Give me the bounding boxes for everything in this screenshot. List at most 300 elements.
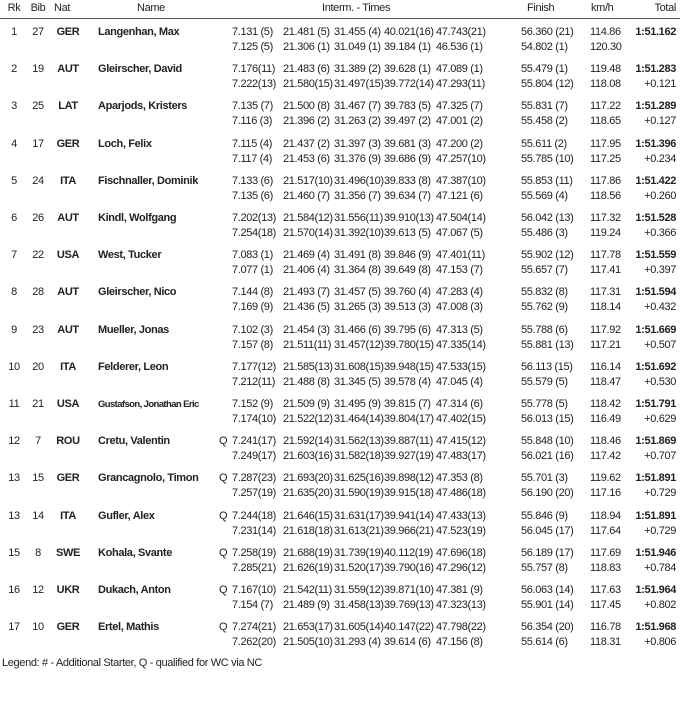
nation: GER xyxy=(56,472,80,485)
run2-interm-1: 7.285(21) xyxy=(232,561,276,574)
run1-interm-2: 21.584(12) xyxy=(283,212,333,224)
run2-interm-3: 31.364 (8) xyxy=(334,264,381,277)
run2-interm-5: 47.483(17) xyxy=(436,450,486,463)
run2-speed: 117.42 xyxy=(590,450,621,463)
run1-interm-2: 21.592(14) xyxy=(283,435,333,448)
table-row xyxy=(0,286,680,320)
bib: 21 xyxy=(32,398,44,410)
run2-interm-2: 21.580(15) xyxy=(283,78,333,91)
qualified-flag: Q xyxy=(219,435,228,448)
run1-interm-4: 39.898(12) xyxy=(384,472,434,485)
run2-interm-2: 21.505(10) xyxy=(283,636,333,649)
run2-interm-4: 39.780(15) xyxy=(384,338,434,351)
run1-interm-3: 31.491 (8) xyxy=(334,249,381,262)
run2-finish: 55.579 (5) xyxy=(521,375,568,388)
run1-interm-4: 40.147(22) xyxy=(384,621,434,634)
run2-finish: 55.762 (9) xyxy=(521,301,568,314)
run1-finish: 55.853 (11) xyxy=(521,174,573,187)
rank: 7 xyxy=(11,249,17,262)
run1-interm-4: 39.846 (9) xyxy=(384,249,431,262)
athlete-name: Gufler, Alex xyxy=(98,509,155,522)
nation: GER xyxy=(56,26,80,38)
run2-speed: 117.45 xyxy=(590,599,621,611)
time-difference: +0.366 xyxy=(644,227,676,239)
table-row xyxy=(0,212,680,246)
run2-interm-3: 31.613(21) xyxy=(334,524,384,537)
nation: GER xyxy=(56,137,80,150)
rank: 11 xyxy=(8,398,20,410)
run2-interm-3: 31.356 (7) xyxy=(334,189,381,202)
run1-interm-5: 47.401(11) xyxy=(436,249,485,262)
run1-interm-5: 47.353 (8) xyxy=(436,472,483,485)
run2-finish: 55.614 (6) xyxy=(521,636,568,649)
run1-interm-1: 7.131 (5) xyxy=(232,26,273,38)
run2-interm-3: 31.049 (1) xyxy=(334,41,381,53)
athlete-name: Felderer, Leon xyxy=(98,360,169,373)
run2-interm-1: 7.135 (6) xyxy=(232,189,273,202)
run1-finish: 56.354 (20) xyxy=(521,621,574,634)
run1-finish: 55.778 (5) xyxy=(521,398,568,410)
run1-interm-5: 47.381 (9) xyxy=(436,584,483,596)
rank: 9 xyxy=(11,323,17,336)
run2-finish: 56.190 (20) xyxy=(521,487,574,500)
bib: 23 xyxy=(32,323,44,336)
run2-interm-3: 31.376 (9) xyxy=(334,152,381,165)
run2-interm-2: 21.306 (1) xyxy=(283,41,330,53)
bib: 27 xyxy=(32,26,44,38)
run1-interm-3: 31.559(12) xyxy=(334,584,384,596)
run1-speed: 116.14 xyxy=(590,360,621,373)
run1-finish: 55.832 (8) xyxy=(521,286,568,299)
run1-speed: 117.95 xyxy=(590,137,621,150)
run2-finish: 55.757 (8) xyxy=(521,561,568,574)
rank: 15 xyxy=(8,546,20,559)
run2-interm-5: 47.523(19) xyxy=(436,524,486,537)
run2-interm-3: 31.458(13) xyxy=(334,599,384,611)
run1-interm-1: 7.274(21) xyxy=(232,621,276,634)
run1-interm-5: 47.325 (7) xyxy=(436,100,483,113)
total-time: 1:51.692 xyxy=(635,360,676,373)
run1-interm-1: 7.177(12) xyxy=(232,360,276,373)
run1-interm-2: 21.653(17) xyxy=(283,621,333,634)
bib: 12 xyxy=(32,584,44,596)
run2-interm-3: 31.520(17) xyxy=(334,561,384,574)
run2-interm-1: 7.125 (5) xyxy=(232,41,273,53)
run1-speed: 119.48 xyxy=(590,63,621,76)
run2-interm-2: 21.618(18) xyxy=(283,524,333,537)
bib: 19 xyxy=(32,63,44,76)
run2-interm-2: 21.522(12) xyxy=(283,413,333,425)
run1-interm-4: 39.833 (8) xyxy=(384,174,431,187)
total-time: 1:51.891 xyxy=(635,509,676,522)
run1-interm-3: 31.608(15) xyxy=(334,360,384,373)
run1-interm-3: 31.605(14) xyxy=(334,621,384,634)
run2-interm-1: 7.117 (4) xyxy=(232,152,273,165)
run2-speed: 117.64 xyxy=(590,524,621,537)
nation: GER xyxy=(56,621,80,634)
run1-interm-5: 47.415(12) xyxy=(436,435,486,448)
run1-interm-5: 47.504(14) xyxy=(436,212,486,224)
bib: 7 xyxy=(35,435,41,448)
bib: 28 xyxy=(32,286,44,299)
run2-interm-4: 39.915(18) xyxy=(384,487,434,500)
run1-interm-3: 31.625(16) xyxy=(334,472,384,485)
run1-speed: 119.62 xyxy=(590,472,621,485)
run2-finish: 55.901 (14) xyxy=(521,599,574,611)
run2-interm-4: 39.769(13) xyxy=(384,599,434,611)
header-kmh: km/h xyxy=(591,2,614,14)
athlete-name: Langenhan, Max xyxy=(98,26,180,38)
athlete-name: Mueller, Jonas xyxy=(98,323,169,336)
run2-interm-2: 21.406 (4) xyxy=(283,264,330,277)
total-time: 1:51.964 xyxy=(635,584,676,596)
run1-interm-2: 21.585(13) xyxy=(283,360,333,373)
table-row xyxy=(0,398,680,432)
run2-interm-2: 21.396 (2) xyxy=(283,115,330,128)
run2-interm-1: 7.222(13) xyxy=(232,78,276,91)
run1-interm-4: 39.910(13) xyxy=(384,212,434,224)
run2-speed: 116.49 xyxy=(590,413,621,425)
run1-finish: 55.846 (9) xyxy=(521,509,568,522)
header-nat: Nat xyxy=(54,2,71,14)
bib: 15 xyxy=(32,472,44,485)
run1-interm-1: 7.144 (8) xyxy=(232,286,273,299)
run2-interm-1: 7.231(14) xyxy=(232,524,276,537)
run2-interm-5: 47.156 (8) xyxy=(436,636,483,649)
run1-interm-4: 39.795 (6) xyxy=(384,323,431,336)
run2-interm-2: 21.453 (6) xyxy=(283,152,330,165)
time-difference: +0.729 xyxy=(644,487,676,500)
run2-interm-5: 47.257(10) xyxy=(436,152,486,165)
run1-interm-4: 39.948(15) xyxy=(384,360,434,373)
run2-interm-3: 31.265 (3) xyxy=(334,301,381,314)
rank: 13 xyxy=(8,472,20,485)
athlete-name: Loch, Felix xyxy=(98,137,152,150)
run2-interm-4: 39.614 (6) xyxy=(384,636,431,649)
run1-interm-3: 31.455 (4) xyxy=(334,26,381,38)
athlete-name: Gustafson, Jonathan Eric xyxy=(98,399,199,410)
bib: 10 xyxy=(32,621,44,634)
run1-finish: 55.848 (10) xyxy=(521,435,574,448)
run1-interm-2: 21.481 (5) xyxy=(283,26,330,38)
run1-interm-4: 39.887(11) xyxy=(384,435,433,448)
rank: 13 xyxy=(8,509,20,522)
run1-interm-5: 47.798(22) xyxy=(436,621,486,634)
run2-interm-1: 7.116 (3) xyxy=(232,115,273,128)
run2-finish: 55.569 (4) xyxy=(521,189,568,202)
run2-interm-4: 39.790(16) xyxy=(384,561,434,574)
header-total: Total xyxy=(654,2,676,14)
run2-interm-2: 21.489 (9) xyxy=(283,599,330,611)
run2-interm-4: 39.613 (5) xyxy=(384,227,431,239)
run2-interm-4: 39.927(19) xyxy=(384,450,434,463)
rank: 17 xyxy=(8,621,20,634)
qualified-flag: Q xyxy=(219,472,228,485)
bib: 22 xyxy=(32,249,44,262)
total-time: 1:51.422 xyxy=(635,174,676,187)
bib: 26 xyxy=(32,212,44,224)
time-difference: +0.127 xyxy=(644,115,676,128)
total-time: 1:51.559 xyxy=(635,249,676,262)
run2-interm-1: 7.212(11) xyxy=(232,375,276,388)
run1-interm-1: 7.133 (6) xyxy=(232,174,273,187)
run2-speed: 120.30 xyxy=(590,41,622,53)
run2-interm-1: 7.174(10) xyxy=(232,413,276,425)
run2-interm-3: 31.293 (4) xyxy=(334,636,381,649)
athlete-name: Kohala, Svante xyxy=(98,546,172,559)
table-header xyxy=(0,0,680,19)
nation: SWE xyxy=(55,546,80,559)
time-difference: +0.806 xyxy=(644,636,676,649)
run1-speed: 117.22 xyxy=(590,100,621,113)
run1-interm-2: 21.500 (8) xyxy=(283,100,330,113)
athlete-name: Aparjods, Kristers xyxy=(98,100,188,113)
run2-finish: 55.881 (13) xyxy=(521,338,574,351)
nation: ITA xyxy=(60,509,76,522)
run2-finish: 56.045 (17) xyxy=(521,524,574,537)
run2-speed: 118.56 xyxy=(590,189,621,202)
run2-speed: 118.83 xyxy=(590,561,621,574)
total-time: 1:51.528 xyxy=(635,212,676,224)
total-time: 1:51.289 xyxy=(635,100,676,113)
run1-interm-2: 21.688(19) xyxy=(283,546,333,559)
run1-speed: 118.46 xyxy=(590,435,621,448)
time-difference: +0.260 xyxy=(644,189,676,202)
run1-finish: 55.831 (7) xyxy=(521,100,568,113)
rank: 12 xyxy=(8,435,20,448)
run2-interm-5: 47.402(15) xyxy=(436,413,486,425)
run1-interm-3: 31.562(13) xyxy=(334,435,384,448)
run1-speed: 117.31 xyxy=(590,286,621,299)
run2-interm-1: 7.077 (1) xyxy=(232,264,273,277)
run2-interm-4: 39.804(17) xyxy=(384,413,434,425)
rank: 2 xyxy=(11,63,17,76)
nation: AUT xyxy=(57,286,79,299)
run2-interm-1: 7.262(20) xyxy=(232,636,276,649)
run1-interm-3: 31.495 (9) xyxy=(334,398,381,410)
time-difference: +0.121 xyxy=(644,78,676,91)
run2-interm-5: 47.323(13) xyxy=(436,599,486,611)
run1-finish: 55.788 (6) xyxy=(521,323,568,336)
run1-interm-3: 31.466 (6) xyxy=(334,323,381,336)
run1-interm-3: 31.496(10) xyxy=(334,174,384,187)
time-difference: +0.629 xyxy=(644,413,676,425)
run1-finish: 55.902 (12) xyxy=(521,249,574,262)
run2-interm-5: 47.486(18) xyxy=(436,487,486,500)
total-time: 1:51.968 xyxy=(635,621,676,634)
total-time: 1:51.791 xyxy=(635,398,676,410)
run2-interm-3: 31.263 (2) xyxy=(334,115,381,128)
run2-finish: 55.657 (7) xyxy=(521,264,568,277)
run1-interm-5: 47.696(18) xyxy=(436,546,486,559)
athlete-name: Gleirscher, Nico xyxy=(98,286,177,299)
total-time: 1:51.594 xyxy=(635,286,676,299)
run1-interm-5: 47.200 (2) xyxy=(436,137,483,150)
table-row xyxy=(0,249,680,283)
run2-interm-2: 21.488 (8) xyxy=(283,375,330,388)
run2-interm-5: 47.001 (2) xyxy=(436,115,483,128)
run1-interm-1: 7.241(17) xyxy=(232,435,276,448)
run1-interm-5: 47.433(13) xyxy=(436,509,486,522)
run2-interm-5: 47.008 (3) xyxy=(436,301,483,314)
run1-interm-3: 31.397 (3) xyxy=(334,137,381,150)
athlete-name: Fischnaller, Dominik xyxy=(98,174,198,187)
run1-speed: 114.86 xyxy=(590,26,621,38)
run2-speed: 118.31 xyxy=(590,636,621,649)
run2-interm-2: 21.635(20) xyxy=(283,487,333,500)
run1-finish: 56.063 (14) xyxy=(521,584,574,596)
run2-interm-4: 39.513 (3) xyxy=(384,301,431,314)
run1-interm-4: 39.760 (4) xyxy=(384,286,431,299)
run2-interm-4: 39.634 (7) xyxy=(384,189,431,202)
total-time: 1:51.891 xyxy=(635,472,676,485)
run2-speed: 118.65 xyxy=(590,115,621,128)
run2-speed: 117.41 xyxy=(590,264,621,277)
total-time: 1:51.162 xyxy=(635,26,676,38)
run2-interm-5: 47.067 (5) xyxy=(436,227,483,239)
run1-interm-4: 40.021(16) xyxy=(384,26,434,38)
run1-interm-5: 47.283 (4) xyxy=(436,286,483,299)
run2-interm-1: 7.249(17) xyxy=(232,450,276,463)
run1-interm-1: 7.135 (7) xyxy=(232,100,273,113)
run1-speed: 117.78 xyxy=(590,249,621,262)
run2-interm-1: 7.254(18) xyxy=(232,227,276,239)
rank: 10 xyxy=(8,360,20,373)
time-difference: +0.802 xyxy=(644,599,676,611)
rank: 5 xyxy=(11,174,17,187)
table-row xyxy=(0,100,680,134)
run1-interm-5: 47.314 (6) xyxy=(436,398,483,410)
table-row xyxy=(0,175,680,209)
run2-speed: 117.25 xyxy=(590,152,621,165)
run1-interm-4: 39.871(10) xyxy=(384,584,434,596)
run1-interm-2: 21.517(10) xyxy=(283,174,333,187)
run1-interm-2: 21.542(11) xyxy=(283,584,332,596)
nation: AUT xyxy=(57,323,79,336)
run2-interm-5: 47.153 (7) xyxy=(436,264,483,277)
run2-interm-3: 31.590(19) xyxy=(334,487,384,500)
nation: LAT xyxy=(58,100,78,113)
run2-speed: 117.16 xyxy=(590,487,621,500)
run2-interm-3: 31.457(12) xyxy=(334,338,384,351)
run1-speed: 118.42 xyxy=(590,398,621,410)
bib: 25 xyxy=(32,100,44,113)
run1-interm-3: 31.556(11) xyxy=(334,212,383,224)
run2-interm-4: 39.772(14) xyxy=(384,78,434,91)
run1-interm-4: 39.628 (1) xyxy=(384,63,431,76)
rank: 16 xyxy=(8,584,20,596)
nation: USA xyxy=(56,249,80,262)
run2-interm-3: 31.392(10) xyxy=(334,227,384,239)
header-bib: Bib xyxy=(30,2,46,14)
run2-interm-2: 21.511(11) xyxy=(283,338,332,351)
run1-interm-3: 31.457 (5) xyxy=(334,286,381,299)
run2-finish: 55.804 (12) xyxy=(521,78,574,91)
run1-interm-1: 7.244(18) xyxy=(232,509,276,522)
bib: 8 xyxy=(35,546,41,559)
run2-interm-2: 21.460 (7) xyxy=(283,189,330,202)
header-name: Name xyxy=(137,2,165,14)
bib: 20 xyxy=(32,360,44,373)
run1-speed: 117.63 xyxy=(590,584,621,596)
run1-finish: 55.479 (1) xyxy=(521,63,568,76)
table-row xyxy=(0,472,680,506)
run1-speed: 117.92 xyxy=(590,323,621,336)
run1-finish: 56.189 (17) xyxy=(521,546,574,559)
run2-finish: 56.021 (16) xyxy=(521,450,574,463)
run1-interm-5: 47.533(15) xyxy=(436,360,486,373)
nation: ROU xyxy=(56,435,80,448)
run1-interm-5: 47.313 (5) xyxy=(436,323,483,336)
total-time: 1:51.396 xyxy=(635,137,676,150)
nation: AUT xyxy=(57,212,79,224)
nation: AUT xyxy=(57,63,79,76)
run2-interm-5: 47.335(14) xyxy=(436,338,486,351)
run1-interm-2: 21.437 (2) xyxy=(283,137,330,150)
time-difference: +0.397 xyxy=(644,264,676,277)
run1-interm-1: 7.115 (4) xyxy=(232,137,273,150)
run1-finish: 55.611 (2) xyxy=(521,137,567,150)
time-difference: +0.530 xyxy=(644,375,676,388)
nation: USA xyxy=(56,398,80,410)
run2-interm-3: 31.497(15) xyxy=(334,78,384,91)
athlete-name: Grancagnolo, Timon xyxy=(98,472,199,485)
legend: Legend: # - Additional Starter, Q - qualified for WC via NC xyxy=(2,657,262,669)
run1-interm-4: 39.941(14) xyxy=(384,509,434,522)
total-time: 1:51.283 xyxy=(635,63,676,76)
time-difference: +0.507 xyxy=(644,338,676,351)
qualified-flag: Q xyxy=(219,621,228,634)
run1-interm-3: 31.467 (7) xyxy=(334,100,381,113)
run2-interm-1: 7.157 (8) xyxy=(232,338,273,351)
run1-finish: 55.701 (3) xyxy=(521,472,568,485)
athlete-name: Dukach, Anton xyxy=(98,584,171,596)
run1-interm-2: 21.454 (3) xyxy=(283,323,330,336)
run2-interm-3: 31.582(18) xyxy=(334,450,384,463)
run1-interm-2: 21.483 (6) xyxy=(283,63,330,76)
run2-interm-2: 21.603(16) xyxy=(283,450,333,463)
athlete-name: West, Tucker xyxy=(98,249,162,262)
run1-interm-5: 47.089 (1) xyxy=(436,63,483,76)
run2-speed: 119.24 xyxy=(590,227,621,239)
run1-interm-1: 7.167(10) xyxy=(232,584,276,596)
run2-interm-4: 39.184 (1) xyxy=(384,41,431,53)
athlete-name: Cretu, Valentin xyxy=(98,435,170,448)
time-difference: +0.729 xyxy=(644,524,676,537)
run2-speed: 118.47 xyxy=(590,375,621,388)
bib: 17 xyxy=(32,137,44,150)
run1-finish: 56.360 (21) xyxy=(521,26,574,38)
run1-interm-2: 21.509 (9) xyxy=(283,398,330,410)
rank: 4 xyxy=(11,137,17,150)
qualified-flag: Q xyxy=(219,509,228,522)
run1-interm-1: 7.258(19) xyxy=(232,546,276,559)
run1-speed: 116.78 xyxy=(590,621,621,634)
athlete-name: Gleirscher, David xyxy=(98,63,182,76)
run2-finish: 55.785 (10) xyxy=(521,152,574,165)
run1-interm-4: 39.681 (3) xyxy=(384,137,431,150)
run2-interm-4: 39.649 (8) xyxy=(384,264,431,277)
run2-interm-1: 7.169 (9) xyxy=(232,301,273,314)
table-row xyxy=(0,621,680,655)
table-row xyxy=(0,324,680,358)
run1-interm-1: 7.287(23) xyxy=(232,472,276,485)
run2-interm-1: 7.257(19) xyxy=(232,487,276,500)
run2-interm-5: 47.296(12) xyxy=(436,561,486,574)
run1-finish: 56.113 (15) xyxy=(521,360,573,373)
total-time: 1:51.946 xyxy=(635,546,676,559)
run2-interm-4: 39.578 (4) xyxy=(384,375,431,388)
